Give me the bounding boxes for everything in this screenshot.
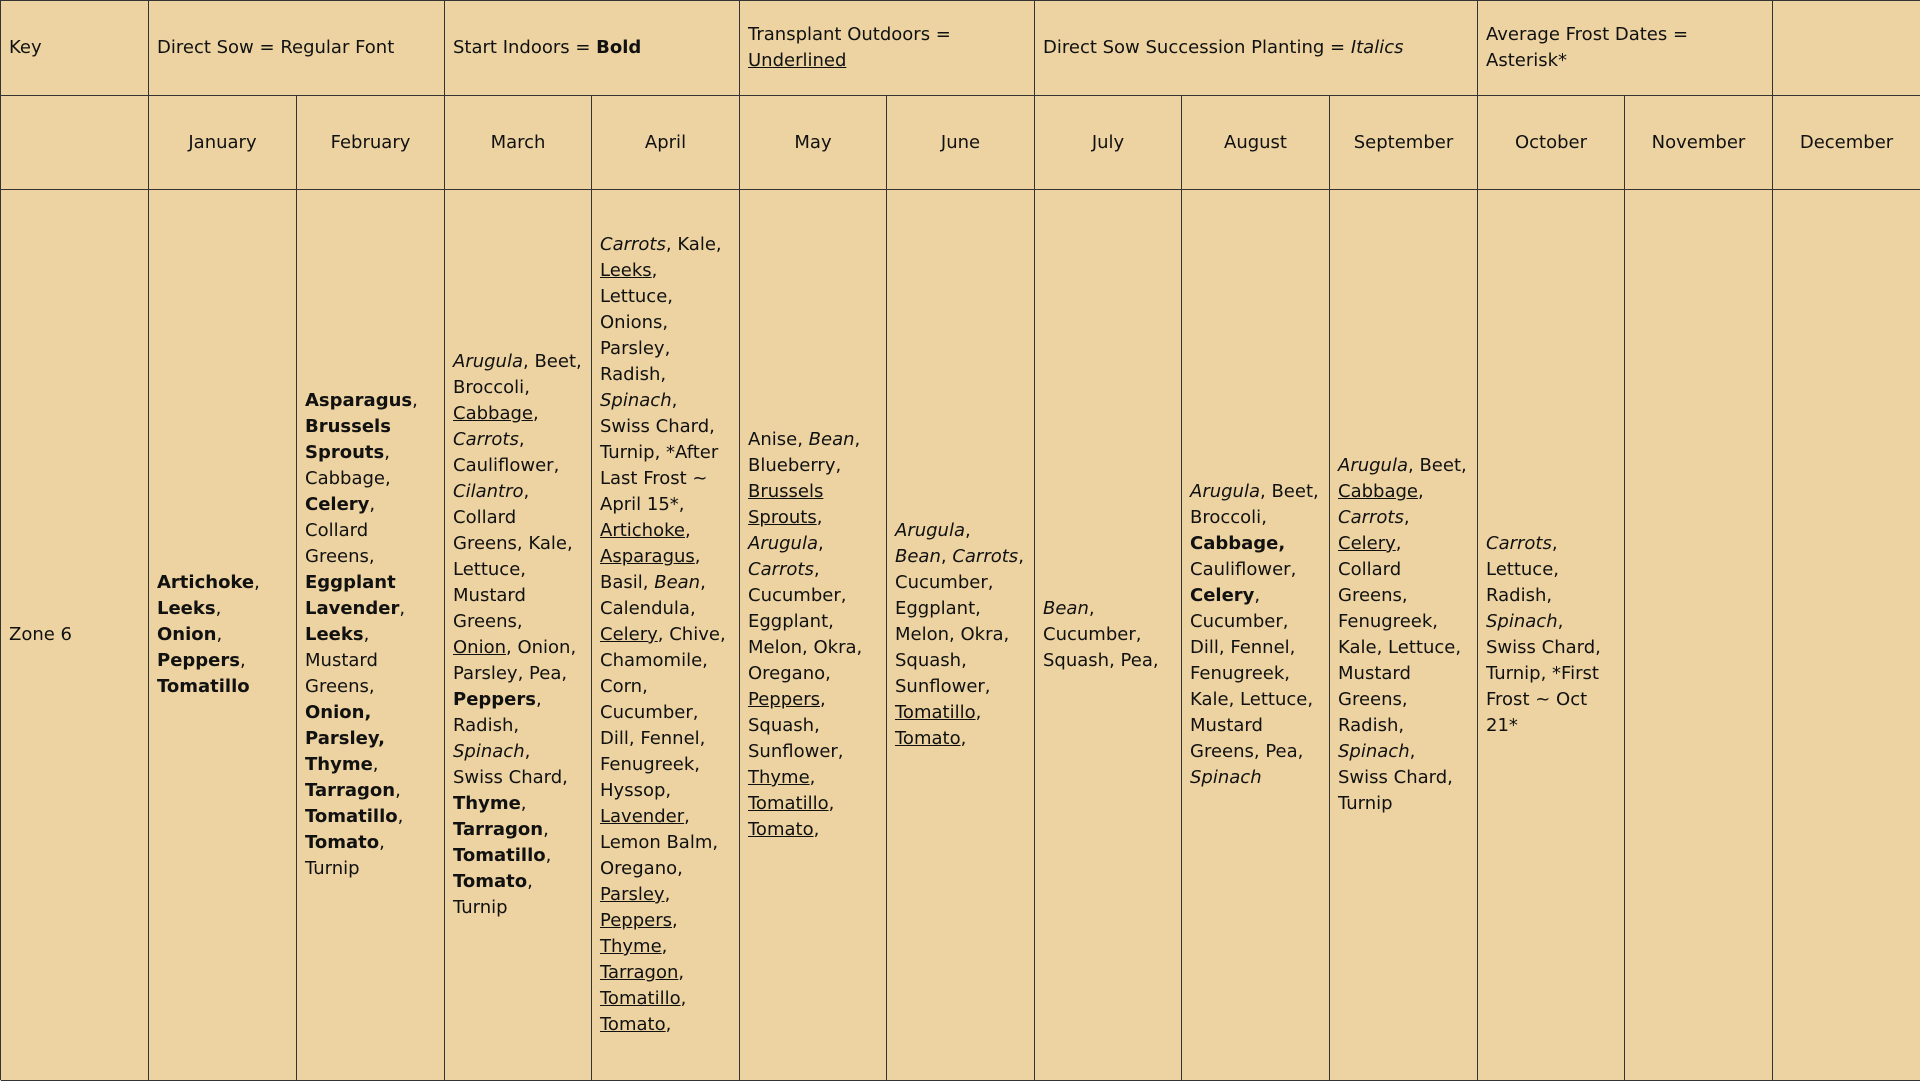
planting-cell-july bbox=[1035, 190, 1182, 1081]
plant-entry: Carrots bbox=[1338, 507, 1404, 528]
plant-entry: Broccoli bbox=[453, 377, 525, 398]
planting-cell-march bbox=[445, 190, 592, 1081]
key-start-indoors-cell bbox=[445, 1, 740, 96]
plant-entry: Corn bbox=[600, 676, 643, 697]
plant-entry: Squash bbox=[895, 650, 962, 671]
plant-entry: Sunflower bbox=[748, 741, 838, 762]
planting-list-october: Carrots, Lettuce, Radish, Spinach, Swiss Chard, Turnip, *First Frost ~ Oct 21* bbox=[1486, 533, 1601, 736]
plant-entry: Cabbage bbox=[305, 468, 385, 489]
plant-entry: Eggplant bbox=[305, 572, 396, 593]
plant-entry: Lavender bbox=[305, 598, 400, 619]
plant-entry: Dill bbox=[600, 728, 629, 749]
planting-cell-april bbox=[592, 190, 740, 1081]
plant-entry: Mustard Greens bbox=[1338, 663, 1411, 710]
plant-entry: Melon bbox=[748, 637, 803, 658]
plant-entry: Swiss Chard bbox=[453, 767, 563, 788]
plant-entry: Dill bbox=[1190, 637, 1219, 658]
plant-entry: Fennel bbox=[640, 728, 700, 749]
plant-entry: Fenugreek bbox=[1190, 663, 1285, 684]
plant-entry: Carrots bbox=[952, 546, 1019, 567]
plant-entry: Tomato bbox=[748, 819, 814, 840]
key-frost-cell bbox=[1478, 1, 1773, 96]
plant-entry: Beet bbox=[1419, 455, 1462, 476]
plant-entry: Swiss Chard bbox=[600, 416, 710, 437]
key-transplant-cell bbox=[740, 1, 1035, 96]
plant-entry: Eggplant bbox=[895, 598, 976, 619]
key-direct-sow-cell bbox=[149, 1, 445, 96]
month-header-november: November bbox=[1625, 96, 1773, 190]
plant-entry: Kale bbox=[1190, 689, 1229, 710]
plant-entry: Spinach bbox=[1486, 611, 1558, 632]
plant-entry: Tomato bbox=[453, 871, 528, 892]
plant-entry: Radish bbox=[1338, 715, 1399, 736]
plant-entry: Leeks bbox=[305, 624, 364, 645]
plant-entry: *First Frost ~ Oct 21* bbox=[1486, 663, 1599, 736]
planting-cell-january bbox=[149, 190, 297, 1081]
plant-entry: Swiss Chard bbox=[1338, 767, 1448, 788]
plant-entry: Leeks bbox=[157, 598, 216, 619]
plant-entry: Parsley bbox=[600, 338, 665, 359]
plant-entry: Asparagus bbox=[305, 390, 413, 411]
plant-entry: Tomato bbox=[895, 728, 961, 749]
planting-cell-september bbox=[1330, 190, 1478, 1081]
plant-entry: Okra bbox=[813, 637, 857, 658]
plant-entry: Cauliflower bbox=[1190, 559, 1291, 580]
plant-entry: Leeks bbox=[600, 260, 652, 281]
planting-list-june: Arugula, Bean, Carrots, Cucumber, Eggplant, Melon, Okra, Squash, Sunflower, Tomatillo, Tomato, bbox=[895, 520, 1024, 749]
planting-list-february: Asparagus, Brussels Sprouts, Cabbage, Celery, Collard Greens, Eggplant Lavender, Leeks, Mustard Greens, Onion, Parsley, Thyme, Tarragon, Tomatillo, Tomato, Turnip bbox=[305, 390, 418, 879]
plant-entry: Cucumber bbox=[600, 702, 693, 723]
plant-entry: Collard Greens bbox=[305, 520, 369, 567]
plant-entry: Spinach bbox=[1338, 741, 1410, 762]
plant-entry: Basil bbox=[600, 572, 643, 593]
month-header-may: May bbox=[740, 96, 887, 190]
plant-entry: Onion bbox=[157, 624, 217, 645]
planting-cell-february bbox=[297, 190, 445, 1081]
plant-entry: Cucumber bbox=[1043, 624, 1136, 645]
plant-entry: Lettuce bbox=[1486, 559, 1554, 580]
planting-cell-november bbox=[1625, 190, 1773, 1081]
plant-entry: Mustard Greens bbox=[305, 650, 378, 697]
plant-entry: Oregano bbox=[600, 858, 678, 879]
plant-entry: Anise bbox=[748, 429, 798, 450]
month-header-january: January bbox=[149, 96, 297, 190]
planting-list-may: Anise, Bean, Blueberry, Brussels Sprouts, Arugula, Carrots, Cucumber, Eggplant, Melon, Okra, Oregano, Peppers, Squash, Sunflower, Thyme, Tomatillo, Tomato, bbox=[748, 429, 863, 840]
plant-entry: Peppers bbox=[600, 910, 672, 931]
key-label: Key bbox=[9, 37, 42, 58]
planting-list-april: Carrots, Kale, Leeks, Lettuce, Onions, Parsley, Radish, Spinach, Swiss Chard, Turnip, *After Last Frost ~ April 15*, Artichoke, Asparagus, Basil, Bean, Calendula, Celery, Chive, Chamomile, Corn, Cucumber, Dill, Fennel, Fenugreek, Hyssop, Lavender, Lemon Balm, Oregano, Parsley, Peppers, Thyme, Tarragon, Tomatillo, Tomato, bbox=[600, 234, 726, 1035]
plant-entry: Tomato bbox=[305, 832, 380, 853]
plant-entry: Onion, bbox=[305, 702, 372, 723]
plant-entry: Celery bbox=[1338, 533, 1396, 554]
plant-entry: Bean bbox=[654, 572, 701, 593]
plant-entry: Tomatillo bbox=[157, 676, 250, 697]
plant-entry: Spinach bbox=[600, 390, 672, 411]
plant-entry: Beet bbox=[534, 351, 577, 372]
plant-entry: Blueberry bbox=[748, 455, 836, 476]
plant-entry: Thyme bbox=[305, 754, 373, 775]
plant-entry: Carrots bbox=[453, 429, 519, 450]
zone-label-cell bbox=[1, 190, 149, 1081]
plant-entry: Peppers bbox=[157, 650, 240, 671]
plant-entry: Turnip bbox=[453, 897, 508, 918]
plant-entry: Melon bbox=[895, 624, 950, 645]
plant-entry: Oregano bbox=[748, 663, 826, 684]
plant-entry: Celery bbox=[600, 624, 658, 645]
plant-entry: Carrots bbox=[1486, 533, 1552, 554]
plant-entry: Tomatillo bbox=[600, 988, 681, 1009]
plant-entry: Sunflower bbox=[895, 676, 985, 697]
plant-entry: Broccoli bbox=[1190, 507, 1262, 528]
plant-entry: Peppers bbox=[453, 689, 536, 710]
plant-entry: Radish bbox=[1486, 585, 1547, 606]
planting-list-march: Arugula, Beet, Broccoli, Cabbage, Carrots, Cauliflower, Cilantro, Collard Greens, Kale, Lettuce, Mustard Greens, Onion, Onion, Parsley, Pea, Peppers, Radish, Spinach, Swiss Chard, Thyme, Tarragon, Tomatillo, Tomato, Turnip bbox=[453, 351, 582, 918]
zone-label: Zone 6 bbox=[9, 624, 72, 645]
plant-entry: Parsley bbox=[600, 884, 665, 905]
plant-entry: Fenugreek bbox=[1338, 611, 1433, 632]
month-header-june: June bbox=[887, 96, 1035, 190]
month-header-september: September bbox=[1330, 96, 1478, 190]
planting-list-september: Arugula, Beet, Cabbage, Carrots, Celery, Collard Greens, Fenugreek, Kale, Lettuce, Mustard Greens, Radish, Spinach, Swiss Chard, Turnip bbox=[1338, 455, 1467, 814]
plant-entry: Bean bbox=[808, 429, 855, 450]
plant-entry: Tomatillo bbox=[453, 845, 546, 866]
plant-entry: Fennel bbox=[1230, 637, 1290, 658]
month-header-march: March bbox=[445, 96, 592, 190]
plant-entry: Tomato bbox=[600, 1014, 666, 1035]
plant-entry: Carrots bbox=[600, 234, 666, 255]
plant-entry: Eggplant bbox=[748, 611, 829, 632]
plant-entry: Lettuce bbox=[1388, 637, 1456, 658]
plant-entry: Pea bbox=[1120, 650, 1153, 671]
plant-entry: Turnip bbox=[600, 442, 655, 463]
plant-entry: Carrots bbox=[748, 559, 814, 580]
plant-entry: Cabbage bbox=[453, 403, 533, 424]
plant-entry: *After Last Frost ~ April 15* bbox=[600, 442, 719, 515]
plant-entry: Kale bbox=[677, 234, 716, 255]
plant-entry: Mustard Greens bbox=[453, 585, 526, 632]
key-direct-sow: Direct Sow = Regular Font bbox=[157, 37, 395, 58]
plant-entry: Radish bbox=[600, 364, 661, 385]
planting-cell-october bbox=[1478, 190, 1625, 1081]
plant-entry: Collard Greens bbox=[453, 507, 517, 554]
planting-cell-may bbox=[740, 190, 887, 1081]
plant-entry: Artichoke bbox=[157, 572, 255, 593]
planting-cell-august bbox=[1182, 190, 1330, 1081]
plant-entry: Bean bbox=[1043, 598, 1089, 619]
plant-entry: Radish bbox=[453, 715, 514, 736]
plant-entry: Turnip bbox=[1486, 663, 1541, 684]
plant-entry: Lavender bbox=[600, 806, 685, 827]
plant-entry: Tarragon bbox=[600, 962, 679, 983]
plant-entry: Fenugreek bbox=[600, 754, 695, 775]
plant-entry: Cabbage, bbox=[1190, 533, 1286, 554]
planting-list-august: Arugula, Beet, Broccoli, Cabbage, Cauliflower, Celery, Cucumber, Dill, Fennel, Fenugreek, Kale, Lettuce, Mustard Greens, Pea, Spinach bbox=[1190, 481, 1319, 788]
plant-entry: Onion bbox=[453, 637, 506, 658]
plant-entry: Onion bbox=[517, 637, 571, 658]
plant-entry: Arugula bbox=[453, 351, 523, 372]
plant-entry: Arugula bbox=[1338, 455, 1408, 476]
plant-entry: Spinach bbox=[453, 741, 525, 762]
plant-entry: Parsley bbox=[453, 663, 518, 684]
key-succession-cell bbox=[1035, 1, 1478, 96]
plant-entry: Arugula bbox=[748, 533, 818, 554]
plant-entry: Celery bbox=[1190, 585, 1255, 606]
month-header-april: April bbox=[592, 96, 740, 190]
plant-entry: Kale bbox=[1338, 637, 1377, 658]
plant-entry: Tomatillo bbox=[748, 793, 829, 814]
plant-entry: Squash bbox=[748, 715, 815, 736]
planting-list-january: Artichoke, Leeks, Onion, Peppers, Tomatillo bbox=[157, 572, 260, 697]
plant-entry: Artichoke bbox=[600, 520, 685, 541]
plant-entry: Celery bbox=[305, 494, 370, 515]
plant-entry: Turnip bbox=[305, 858, 360, 879]
plant-entry: Pea bbox=[1265, 741, 1298, 762]
plant-entry: Arugula bbox=[1190, 481, 1260, 502]
month-header-blank bbox=[1, 96, 149, 190]
plant-entry: Cauliflower bbox=[453, 455, 554, 476]
plant-entry: Bean bbox=[895, 546, 941, 567]
plant-entry: Cilantro bbox=[453, 481, 524, 502]
key-empty-cell bbox=[1773, 1, 1920, 96]
plant-entry: Kale bbox=[528, 533, 567, 554]
plant-entry: Beet bbox=[1271, 481, 1314, 502]
key-row bbox=[1, 1, 1920, 96]
plant-entry: Mustard Greens bbox=[1190, 715, 1263, 762]
plant-entry: Hyssop bbox=[600, 780, 666, 801]
key-succession: Direct Sow Succession Planting = Italics bbox=[1043, 37, 1404, 58]
plant-entry: Calendula bbox=[600, 598, 690, 619]
month-header-october: October bbox=[1478, 96, 1625, 190]
plant-entry: Spinach bbox=[1190, 767, 1262, 788]
plant-entry: Chive bbox=[669, 624, 720, 645]
plant-entry: Brussels Sprouts bbox=[748, 481, 824, 528]
planting-cell-december bbox=[1773, 190, 1920, 1081]
plant-entry: Asparagus bbox=[600, 546, 695, 567]
plant-entry: Okra bbox=[960, 624, 1004, 645]
zone-row bbox=[1, 190, 1920, 1081]
plant-entry: Parsley, bbox=[305, 728, 385, 749]
month-header-december: December bbox=[1773, 96, 1920, 190]
plant-entry: Lettuce bbox=[1240, 689, 1308, 710]
plant-entry: Tarragon bbox=[305, 780, 396, 801]
plant-entry: Lettuce bbox=[453, 559, 521, 580]
plant-entry: Chamomile bbox=[600, 650, 703, 671]
plant-entry: Squash bbox=[1043, 650, 1110, 671]
plant-entry: Cucumber bbox=[895, 572, 988, 593]
month-header-july: July bbox=[1035, 96, 1182, 190]
key-frost: Average Frost Dates = Asterisk* bbox=[1486, 24, 1689, 71]
planting-cell-june bbox=[887, 190, 1035, 1081]
month-header-february: February bbox=[297, 96, 445, 190]
plant-entry: Peppers bbox=[748, 689, 820, 710]
month-header-august: August bbox=[1182, 96, 1330, 190]
plant-entry: Tarragon bbox=[453, 819, 544, 840]
plant-entry: Tomatillo bbox=[305, 806, 398, 827]
plant-entry: Cucumber bbox=[748, 585, 841, 606]
key-label-cell bbox=[1, 1, 149, 96]
plant-entry: Tomatillo bbox=[895, 702, 976, 723]
plant-entry: Collard Greens bbox=[1338, 559, 1402, 606]
plant-entry: Thyme bbox=[453, 793, 521, 814]
plant-entry: Arugula bbox=[895, 520, 965, 541]
plant-entry: Lemon Balm bbox=[600, 832, 713, 853]
key-transplant: Transplant Outdoors = Underlined bbox=[748, 24, 951, 71]
plant-entry: Turnip bbox=[1338, 793, 1393, 814]
plant-entry: Lettuce bbox=[600, 286, 668, 307]
plant-entry: Cucumber bbox=[1190, 611, 1283, 632]
key-start-indoors: Start Indoors = Bold bbox=[453, 37, 642, 58]
planting-list-july: Bean, Cucumber, Squash, Pea, bbox=[1043, 598, 1159, 671]
month-header-row bbox=[1, 96, 1920, 190]
plant-entry: Thyme bbox=[600, 936, 662, 957]
plant-entry: Brussels Sprouts bbox=[305, 416, 391, 463]
plant-entry: Thyme bbox=[748, 767, 810, 788]
plant-entry: Cabbage bbox=[1338, 481, 1418, 502]
plant-entry: Onions bbox=[600, 312, 663, 333]
plant-entry: Pea bbox=[529, 663, 562, 684]
plant-entry: Swiss Chard bbox=[1486, 637, 1596, 658]
